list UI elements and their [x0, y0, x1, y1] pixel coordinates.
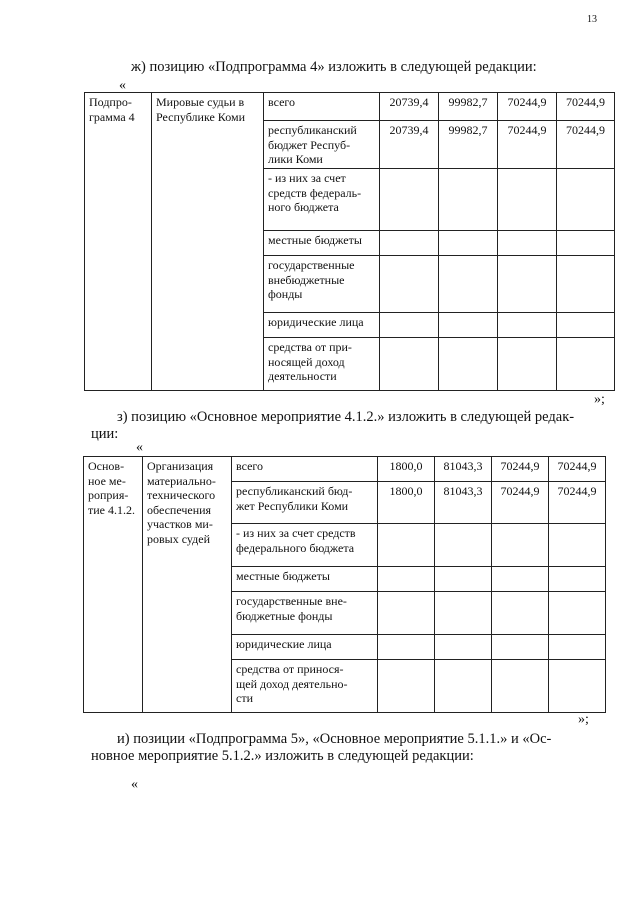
table-source-cell: республиканский бюджет Респуб- лики Коми	[264, 121, 380, 169]
table-source-cell: местные бюджеты	[232, 567, 378, 592]
table-value-cell	[549, 660, 606, 713]
table-source-cell: - из них за счет средств федераль- ного бюджета	[264, 169, 380, 231]
table-source-cell: государственные внебюджетные фонды	[264, 256, 380, 313]
table-value-cell: 1800,0	[378, 457, 435, 482]
table-value-cell	[439, 231, 498, 256]
table-value-cell	[439, 169, 498, 231]
table-value-cell	[435, 524, 492, 567]
table-value-cell: 81043,3	[435, 482, 492, 524]
table-value-cell	[439, 256, 498, 313]
table-value-cell: 70244,9	[492, 482, 549, 524]
section-z-close-quote: »;	[578, 712, 589, 727]
table-value-cell	[439, 338, 498, 391]
section-i-intro-line-1: и) позиции «Подпрограмма 5», «Основное мероприятие 5.1.1.» и «Ос-	[117, 731, 552, 747]
table-value-cell	[492, 660, 549, 713]
table-value-cell	[378, 660, 435, 713]
section-zh-intro: ж) позицию «Подпрограмма 4» изложить в следующей редакции:	[131, 59, 537, 75]
table-value-cell: 99982,7	[439, 93, 498, 121]
section-z-open-quote: «	[136, 440, 143, 455]
table-value-cell	[435, 567, 492, 592]
table-name-cell: Мировые судьи в Республике Коми	[152, 93, 264, 391]
table-value-cell	[498, 256, 557, 313]
table-value-cell	[492, 592, 549, 635]
table-source-cell: средства от принося- щей доход деятельно- сти	[232, 660, 378, 713]
table-value-cell	[378, 567, 435, 592]
table-value-cell: 20739,4	[380, 121, 439, 169]
section-zh-close-quote: »;	[594, 392, 605, 407]
table-row	[85, 93, 615, 121]
table-value-cell	[557, 338, 615, 391]
table-value-cell	[492, 635, 549, 660]
section-i-open-quote: «	[131, 777, 138, 792]
table-value-cell	[557, 231, 615, 256]
table-value-cell	[492, 524, 549, 567]
table-value-cell: 70244,9	[549, 482, 606, 524]
subprogram-4-table	[84, 92, 615, 391]
section-i-intro-line-2: новное мероприятие 5.1.2.» изложить в следующей редакции:	[91, 748, 474, 764]
table-source-cell: республиканский бюд- жет Республики Коми	[232, 482, 378, 524]
section-z-intro-line-2: ции:	[91, 426, 119, 442]
table-value-cell: 81043,3	[435, 457, 492, 482]
table-value-cell	[378, 524, 435, 567]
table-value-cell	[498, 169, 557, 231]
table-code-cell: Основ- ное ме- роприя- тие 4.1.2.	[84, 457, 143, 713]
table-name-cell: Организация материально-технического обеспечения участков ми- ровых судей	[143, 457, 232, 713]
table-value-cell: 70244,9	[498, 93, 557, 121]
table-value-cell: 70244,9	[492, 457, 549, 482]
table-source-cell: юридические лица	[264, 313, 380, 338]
table-value-cell	[498, 231, 557, 256]
table-source-cell: средства от при- носящей доход деятельности	[264, 338, 380, 391]
table-value-cell: 70244,9	[557, 121, 615, 169]
table-value-cell	[549, 592, 606, 635]
table-value-cell	[380, 231, 439, 256]
activity-4-1-2-table	[83, 456, 606, 713]
table-value-cell	[380, 313, 439, 338]
table-source-cell: всего	[264, 93, 380, 121]
table-value-cell	[557, 313, 615, 338]
table-value-cell	[380, 169, 439, 231]
table-value-cell: 70244,9	[557, 93, 615, 121]
table-value-cell	[492, 567, 549, 592]
table-value-cell	[549, 567, 606, 592]
table-value-cell: 70244,9	[498, 121, 557, 169]
table-value-cell	[557, 169, 615, 231]
table-source-cell: юридические лица	[232, 635, 378, 660]
table-row	[84, 457, 606, 482]
table-value-cell	[439, 313, 498, 338]
table-value-cell	[378, 635, 435, 660]
table-value-cell: 99982,7	[439, 121, 498, 169]
table-source-cell: всего	[232, 457, 378, 482]
table-value-cell	[435, 635, 492, 660]
table-source-cell: государственные вне- бюджетные фонды	[232, 592, 378, 635]
table-code-cell: Подпро- грамма 4	[85, 93, 152, 391]
table-value-cell	[557, 256, 615, 313]
table-source-cell: местные бюджеты	[264, 231, 380, 256]
table-value-cell: 1800,0	[378, 482, 435, 524]
page-number: 13	[587, 14, 597, 25]
table-value-cell	[549, 635, 606, 660]
table-value-cell	[498, 313, 557, 338]
table-value-cell	[549, 524, 606, 567]
section-zh-open-quote: «	[119, 78, 126, 93]
table-value-cell: 70244,9	[549, 457, 606, 482]
section-z-intro-line-1: з) позицию «Основное мероприятие 4.1.2.» изложить в следующей редак-	[117, 409, 575, 425]
table-value-cell	[380, 256, 439, 313]
table-value-cell	[378, 592, 435, 635]
table-value-cell: 20739,4	[380, 93, 439, 121]
table-value-cell	[435, 660, 492, 713]
table-value-cell	[498, 338, 557, 391]
table-value-cell	[380, 338, 439, 391]
table-source-cell: - из них за счет средств федерального бюджета	[232, 524, 378, 567]
table-value-cell	[435, 592, 492, 635]
